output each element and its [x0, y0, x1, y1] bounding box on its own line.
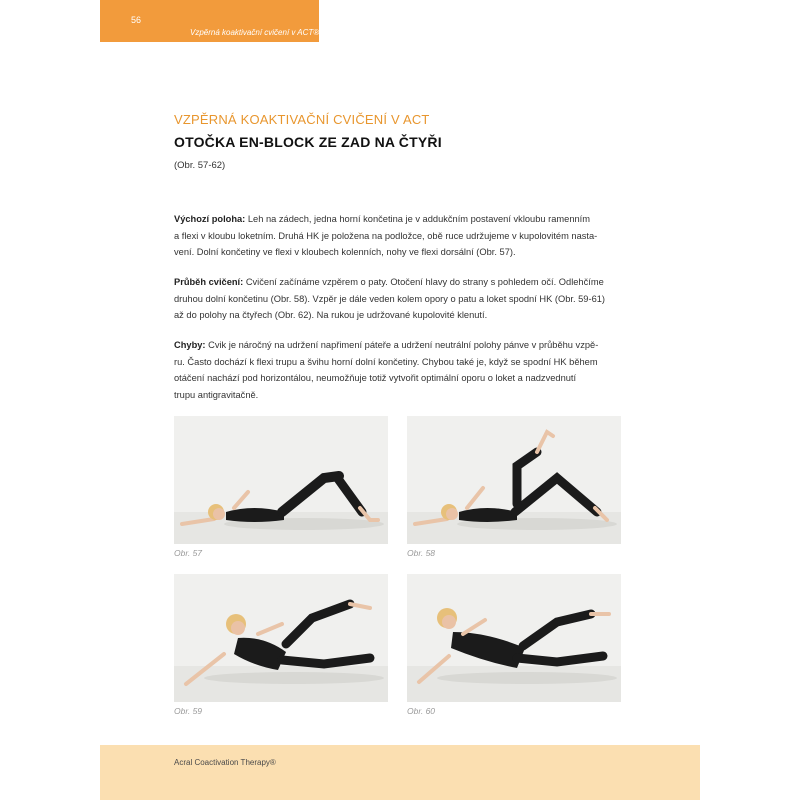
paragraph-line: až do polohy na čtyřech (Obr. 62). Na rukou je udržované kupolovité klenutí.	[174, 310, 488, 320]
figure-caption: Obr. 58	[407, 548, 436, 558]
page-number: 56	[131, 15, 142, 25]
paragraph-text: Cvičení začínáme vzpěrem o paty. Otočení hlavy do strany s pohledem očí. Odlehčíme	[243, 277, 604, 287]
exercise-photo-60	[407, 574, 621, 702]
paragraph-errors	[174, 337, 640, 403]
running-title: Vzpěrná koaktivační cvičení v ACT®	[190, 28, 320, 37]
paragraph-starting-position	[174, 211, 640, 261]
figure-caption: Obr. 60	[407, 706, 436, 716]
figure-caption: Obr. 59	[174, 706, 203, 716]
paragraph-label: Výchozí poloha:	[174, 214, 246, 224]
paragraph-line: a flexi v kloubu loketním. Druhá HK je položena na podložce, obě ruce udržujeme v kupolovitém nasta-	[174, 230, 598, 241]
header-divider	[319, 0, 321, 42]
paragraph-line	[174, 211, 640, 228]
figure-caption: Obr. 57	[174, 548, 203, 558]
figure-range: (Obr. 57-62)	[174, 160, 226, 171]
paragraph-line: druhou dolní končetinu (Obr. 58). Vzpěr je dále veden kolem opory o patu a loket spodní HK (Obr. 59-61)	[174, 293, 606, 304]
document-page	[100, 0, 700, 800]
exercise-photo-59	[174, 574, 388, 702]
footer-bar	[100, 745, 700, 800]
paragraph-text: Cvik je náročný na udržení napřimení páteře a udržení neutrální polohy pánve v průběhu vzpě-	[205, 340, 599, 350]
exercise-photo-57	[174, 416, 388, 544]
paragraph-label: Průběh cvičení:	[174, 277, 244, 287]
paragraph-line: ru. Často dochází k flexi trupu a švihu horní dolní končetiny. Chybou také je, když se spodní HK během	[174, 356, 598, 367]
exercise-photo-58	[407, 416, 621, 544]
paragraph-line	[174, 274, 640, 291]
paragraph-line	[174, 337, 640, 354]
paragraph-label: Chyby:	[174, 340, 206, 350]
header-bar	[100, 0, 319, 42]
footer-text: Acral Coactivation Therapy®	[174, 758, 276, 767]
exercise-title: OTOČKA EN-BLOCK ZE ZAD NA ČTYŘI	[174, 134, 442, 150]
section-title: VZPĚRNÁ KOAKTIVAČNÍ CVIČENÍ V ACT	[174, 112, 430, 127]
paragraph-line: vení. Dolní končetiny ve flexi v kloubech kolenních, nohy ve flexi dorsální (Obr. 57).	[174, 247, 516, 257]
paragraph-line: trupu antigravitačně.	[174, 389, 259, 400]
paragraph-text: Leh na zádech, jedna horní končetina je v addukčním postavení vkloubu ramenním	[245, 214, 590, 224]
paragraph-exercise-course	[174, 274, 640, 324]
paragraph-line: otáčení nachází pod horizontálou, neumožňuje totiž vytvořit optimální oporu o loket a nadzvednutí	[174, 373, 577, 383]
